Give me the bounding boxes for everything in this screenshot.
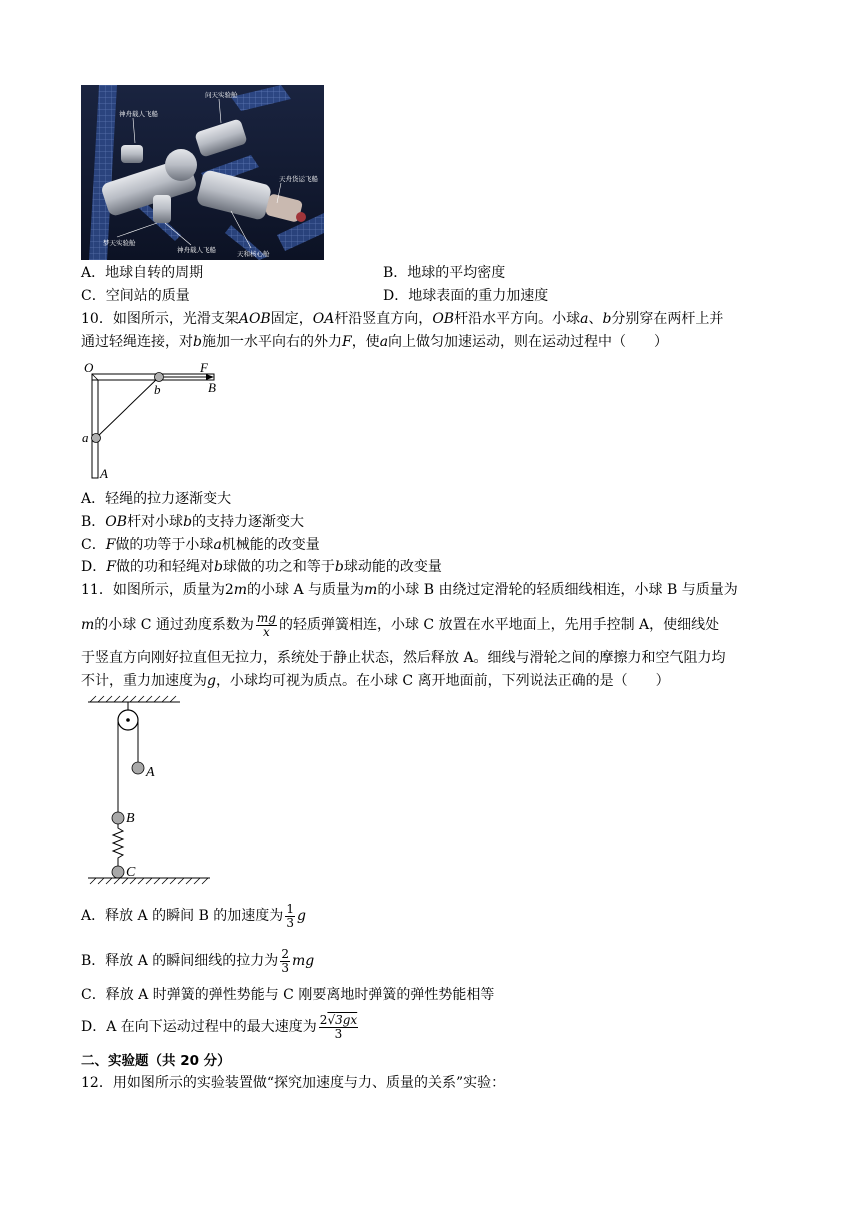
ball-b bbox=[155, 373, 164, 382]
ball-c bbox=[112, 866, 124, 878]
q11-stem-line3: 于竖直方向刚好拉直但无拉力，系统处于静止状态，然后释放 A。细线与滑轮之间的摩擦力和空气阻力均 bbox=[81, 650, 726, 666]
q10-option-c: C．F做的功等于小球a机械能的改变量 bbox=[81, 537, 320, 553]
label-a-rod: A bbox=[100, 466, 108, 481]
q12-stem: 12．用如图所示的实验装置做“探究加速度与力、质量的关系”实验： bbox=[81, 1075, 506, 1091]
label-o: O bbox=[84, 360, 94, 375]
q11-stem-line1: 11．如图所示，质量为2m的小球 A 与质量为m的小球 B 由绕过定滑轮的轻质细线相连，小球 B 与质量为 bbox=[81, 582, 738, 598]
label-wentian: 问天实验舱 bbox=[205, 92, 238, 99]
spring bbox=[113, 824, 123, 866]
ball-a bbox=[92, 434, 101, 443]
q10-bracket-figure bbox=[80, 360, 225, 482]
q9-option-c: C．空间站的质量 bbox=[81, 288, 190, 304]
label-a-ball: a bbox=[82, 430, 89, 445]
label-b: B bbox=[126, 811, 135, 826]
label-b-ball: b bbox=[154, 382, 161, 397]
ball-a bbox=[132, 762, 144, 774]
label-a: A bbox=[146, 765, 155, 780]
label-f: F bbox=[200, 360, 208, 375]
q11-stem-line4: 不计，重力加速度为g，小球均可视为质点。在小球 C 离开地面前，下列说法正确的是（ ） bbox=[81, 673, 670, 689]
label-shenzhou-top: 神舟载人飞船 bbox=[119, 111, 158, 118]
q9-option-a: A．地球自转的周期 bbox=[81, 265, 204, 281]
q10-option-d: D．F做的功和轻绳对b球做的功之和等于b球动能的改变量 bbox=[81, 559, 442, 575]
section-experiment-title: 二、实验题（共 20 分） bbox=[81, 1053, 231, 1069]
q10-option-a: A．轻绳的拉力逐渐变大 bbox=[81, 491, 232, 507]
space-station-image bbox=[81, 85, 324, 260]
label-c: C bbox=[126, 865, 136, 880]
q11-option-c: C．释放 A 时弹簧的弹性势能与 C 刚要离地时弹簧的弹性势能相等 bbox=[81, 987, 495, 1003]
q9-option-b: B．地球的平均密度 bbox=[383, 265, 506, 281]
ball-b bbox=[112, 812, 124, 824]
label-tianzhou: 天舟货运飞船 bbox=[279, 176, 318, 183]
label-tianhe: 天和核心舱 bbox=[237, 251, 270, 258]
q10-stem-line1: 10．如图所示，光滑支架AOB固定，OA杆沿竖直方向，OB杆沿水平方向。小球a、b分别穿在两杆上并 bbox=[81, 311, 724, 327]
stiffness-fraction: $\frac{mg}{x}$ bbox=[256, 610, 276, 639]
label-shenzhou-bottom: 神舟载人飞船 bbox=[177, 247, 216, 254]
q11-stem-line2: m的小球 C 通过劲度系数为 $\frac{mg}{x}$ 的轻质弹簧相连，小球 C 放置在水平地面上，先用手控制 A，使细线处 bbox=[81, 610, 720, 639]
q11-pulley-figure bbox=[80, 694, 220, 890]
q9-option-d: D．地球表面的重力加速度 bbox=[383, 288, 549, 304]
q10-option-b: B．OB杆对小球b的支持力逐渐变大 bbox=[81, 514, 305, 530]
ceiling-hatch bbox=[90, 696, 176, 702]
q10-stem-line2: 通过轻绳连接，对b施加一水平向右的外力F，使a向上做匀加速运动，则在运动过程中（ ） bbox=[81, 334, 669, 350]
label-b-rod: B bbox=[208, 380, 216, 395]
q11-option-a: A．释放 A 的瞬间 B 的加速度为 $\frac{1}{3}$ g bbox=[81, 901, 306, 930]
ground-hatch bbox=[90, 878, 208, 884]
q11-option-b: B．释放 A 的瞬间细线的拉力为 $\frac{2}{3}$ mg bbox=[81, 946, 315, 975]
q11-option-d: D．A 在向下运动过程中的最大速度为 $\frac{2√3gx}{3}$ bbox=[81, 1012, 358, 1041]
label-mengtian: 梦天实验舱 bbox=[103, 240, 136, 247]
